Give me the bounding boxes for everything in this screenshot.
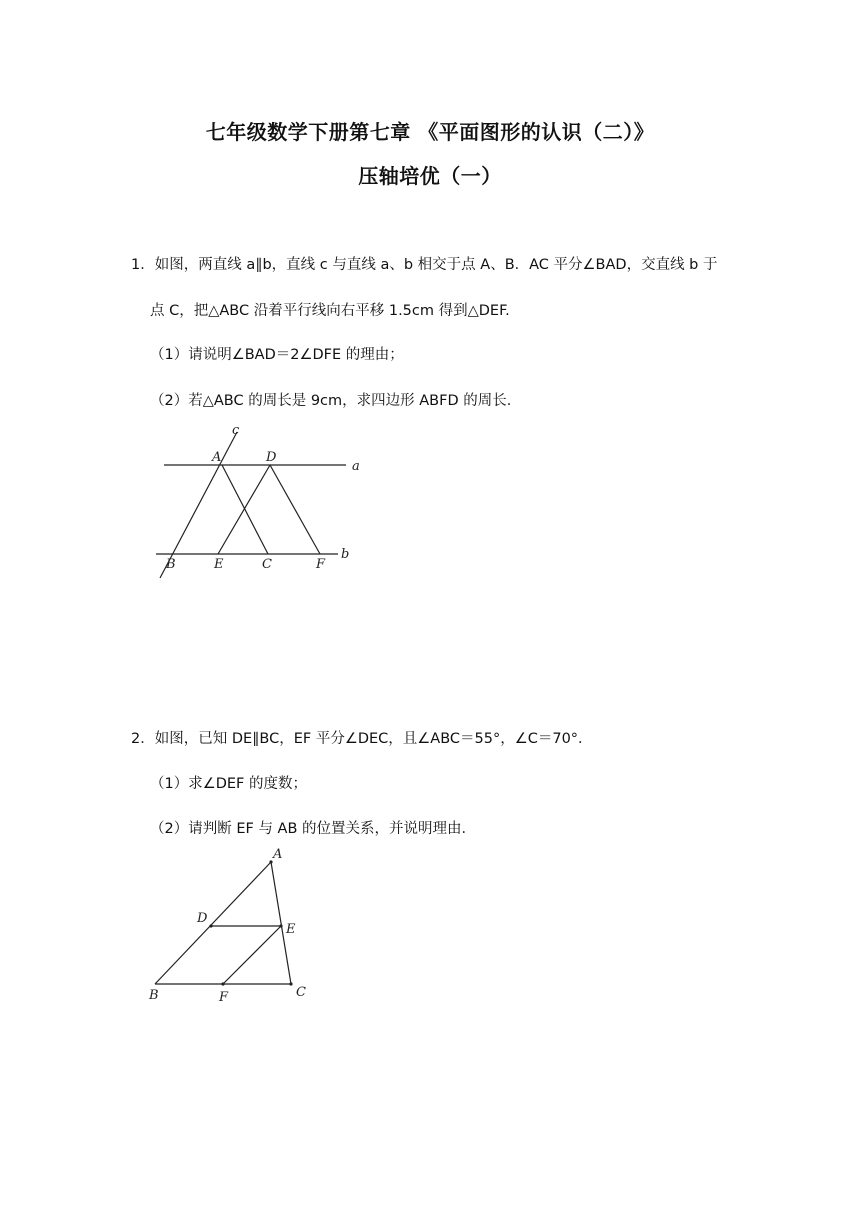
segment-de	[218, 465, 270, 554]
label-E: E	[286, 922, 296, 937]
label-C: C	[296, 985, 306, 1000]
label-A: A	[212, 450, 222, 465]
label-C: C	[262, 557, 272, 572]
label-D: D	[266, 450, 277, 465]
segment-df	[270, 465, 320, 554]
label-c: c	[232, 423, 240, 438]
problem-2-statement: 2．如图，已知 DE∥BC，EF 平分∠DEC，且∠ABC＝55°，∠C＝70°．	[131, 731, 593, 747]
label-F: F	[219, 990, 229, 1005]
label-b: b	[341, 547, 350, 562]
problem-2-question-2: （2）请判断 EF 与 AB 的位置关系，并说明理由．	[150, 821, 477, 837]
label-B: B	[166, 557, 176, 572]
label-A: A	[273, 847, 283, 862]
problem-2-question-1: （1）求∠DEF 的度数；	[150, 776, 308, 792]
label-E: E	[214, 557, 224, 572]
page-subtitle: 压轴培优（一）	[358, 164, 502, 188]
problem-1-figure	[150, 418, 380, 588]
label-F: F	[316, 557, 326, 572]
segment-ab	[155, 862, 271, 984]
label-B: B	[149, 988, 159, 1003]
problem-1-question-1: （1）请说明∠BAD＝2∠DFE 的理由；	[150, 347, 404, 363]
label-a: a	[352, 459, 360, 474]
problem-2-figure	[145, 840, 325, 1010]
segment-ac	[222, 465, 268, 554]
page-title: 七年级数学下册第七章 《平面图形的认识（二）》	[205, 120, 655, 144]
problem-1-statement-line-2: 点 C，把△ABC 沿着平行线向右平移 1.5cm 得到△DEF.	[150, 303, 510, 319]
problem-1-statement-line-1: 1．如图，两直线 a∥b，直线 c 与直线 a、b 相交于点 A、B．AC 平分∠BAD，交直线 b 于	[131, 257, 718, 273]
label-D: D	[197, 911, 208, 926]
segment-ef	[223, 926, 281, 984]
problem-1-question-2: （2）若△ABC 的周长是 9cm，求四边形 ABFD 的周长．	[150, 393, 522, 409]
